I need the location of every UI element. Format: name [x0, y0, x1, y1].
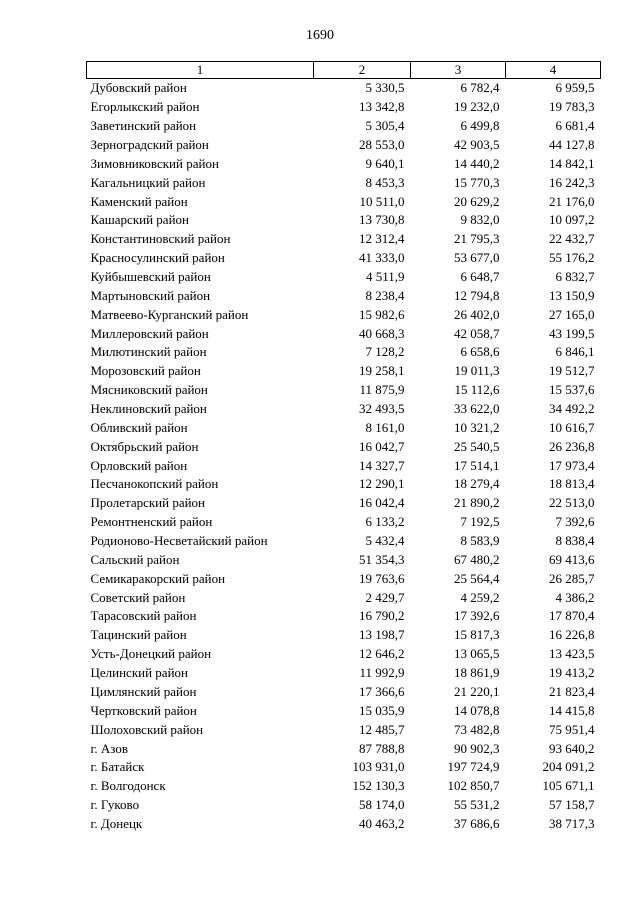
- municipality-name: Сальский район: [90, 551, 180, 567]
- table-row: [87, 117, 601, 136]
- value-col-4: 10 616,7: [549, 419, 595, 435]
- value-col-3: 21 890,2: [454, 495, 500, 511]
- table-row: [87, 815, 601, 834]
- value-col-3: 14 078,8: [454, 702, 500, 718]
- column-header-3: 3: [411, 62, 506, 79]
- value-col-3: 12 794,8: [454, 287, 500, 303]
- value-col-3: 15 770,3: [454, 174, 500, 190]
- value-col-3: 21 795,3: [454, 231, 500, 247]
- municipality-name: Зимовниковский район: [90, 155, 219, 171]
- value-col-4: 204 091,2: [542, 759, 595, 775]
- value-col-2: 5 305,4: [365, 118, 405, 134]
- value-col-3: 197 724,9: [447, 759, 500, 775]
- value-col-2: 58 174,0: [359, 797, 405, 813]
- value-col-4: 75 951,4: [549, 721, 595, 737]
- value-col-4: 8 838,4: [555, 533, 595, 549]
- value-col-3: 15 112,6: [454, 382, 500, 398]
- municipality-name: Октябрьский район: [90, 438, 199, 454]
- value-col-4: 69 413,6: [549, 551, 595, 567]
- value-col-2: 8 161,0: [365, 419, 405, 435]
- table-row: [87, 211, 601, 230]
- value-col-2: 16 042,4: [359, 495, 405, 511]
- value-col-2: 7 128,2: [365, 344, 405, 360]
- table-row: [87, 305, 601, 324]
- municipality-name: Матвеево-Курганский район: [90, 306, 249, 322]
- municipality-name: Мартыновский район: [90, 287, 211, 303]
- value-col-4: 16 242,3: [549, 174, 595, 190]
- page-number: 1690: [306, 28, 334, 43]
- value-col-4: 38 717,3: [549, 815, 595, 831]
- table-body: [87, 79, 601, 834]
- value-col-3: 55 531,2: [454, 797, 500, 813]
- table-row: [87, 588, 601, 607]
- value-col-2: 4 511,9: [365, 269, 405, 285]
- value-col-4: 16 226,8: [549, 627, 595, 643]
- value-col-2: 152 130,3: [352, 778, 405, 794]
- value-col-3: 6 499,8: [460, 118, 500, 134]
- value-col-3: 25 540,5: [454, 438, 500, 454]
- value-col-4: 19 783,3: [549, 99, 595, 115]
- value-col-4: 93 640,2: [549, 740, 595, 756]
- value-col-2: 15 982,6: [359, 306, 405, 322]
- value-col-3: 102 850,7: [447, 778, 500, 794]
- value-col-2: 11 992,9: [359, 665, 405, 681]
- value-col-2: 2 429,7: [365, 589, 405, 605]
- value-col-4: 22 513,0: [549, 495, 595, 511]
- table-row: [87, 381, 601, 400]
- table-row: [87, 268, 601, 287]
- value-col-3: 18 861,9: [454, 665, 500, 681]
- value-col-2: 13 730,8: [359, 212, 405, 228]
- table-row: [87, 286, 601, 305]
- value-col-3: 67 480,2: [454, 551, 500, 567]
- table-row: [87, 324, 601, 343]
- municipality-name: Милютинский район: [90, 344, 207, 360]
- municipality-name: Неклиновский район: [90, 401, 207, 417]
- value-col-4: 15 537,6: [549, 382, 595, 398]
- value-col-3: 6 658,6: [460, 344, 500, 360]
- municipality-name: г. Азов: [90, 740, 128, 756]
- value-col-2: 13 342,8: [359, 99, 405, 115]
- table-row: [87, 513, 601, 532]
- municipality-name: Кашарский район: [90, 212, 189, 228]
- column-header-1: 1: [87, 62, 314, 79]
- value-col-4: 18 813,4: [549, 476, 595, 492]
- value-col-4: 13 423,5: [549, 646, 595, 662]
- column-header-4: 4: [506, 62, 601, 79]
- value-col-3: 15 817,3: [454, 627, 500, 643]
- value-col-2: 41 333,0: [359, 250, 405, 266]
- municipality-name: г. Волгодонск: [90, 778, 166, 794]
- municipality-name: г. Донецк: [90, 815, 143, 831]
- value-col-2: 19 763,6: [359, 570, 405, 586]
- municipality-name: Каменский район: [90, 193, 188, 209]
- value-col-3: 90 902,3: [454, 740, 500, 756]
- value-col-4: 13 150,9: [549, 287, 595, 303]
- value-col-2: 5 330,5: [365, 80, 405, 96]
- table-row: [87, 664, 601, 683]
- value-col-2: 19 258,1: [359, 363, 405, 379]
- municipality-name: г. Батайск: [90, 759, 145, 775]
- municipality-name: Тацинский район: [90, 627, 187, 643]
- municipality-name: Семикаракорский район: [90, 570, 226, 586]
- value-col-4: 44 127,8: [549, 137, 595, 152]
- value-col-2: 10 511,0: [359, 193, 405, 209]
- value-col-2: 40 463,2: [359, 815, 405, 831]
- value-col-2: 17 366,6: [359, 683, 405, 699]
- table-row: [87, 758, 601, 777]
- value-col-3: 14 440,2: [454, 155, 500, 171]
- table-row: [87, 532, 601, 551]
- table-row: [87, 343, 601, 362]
- municipality-name: Егорлыкский район: [90, 99, 200, 115]
- table-row: [87, 475, 601, 494]
- value-col-4: 26 236,8: [549, 438, 595, 454]
- table-header-row: [87, 62, 601, 79]
- table-row: [87, 739, 601, 758]
- municipality-name: Родионово-Несветайский район: [90, 533, 268, 549]
- table-row: [87, 362, 601, 381]
- table-row: [87, 569, 601, 588]
- value-col-2: 51 354,3: [359, 551, 405, 567]
- municipality-name: Красносулинский район: [90, 250, 225, 266]
- municipality-name: Куйбышевский район: [90, 269, 211, 285]
- table-row: [87, 701, 601, 720]
- municipality-name: Орловский район: [90, 457, 188, 473]
- municipality-name: Заветинский район: [90, 118, 197, 134]
- value-col-2: 15 035,9: [359, 702, 405, 718]
- table-row: [87, 645, 601, 664]
- value-col-4: 21 176,0: [549, 193, 595, 209]
- value-col-3: 19 232,0: [454, 99, 500, 115]
- municipality-name: Мясниковский район: [90, 382, 208, 398]
- value-col-2: 12 646,2: [359, 646, 405, 662]
- value-col-3: 20 629,2: [454, 193, 500, 209]
- budget-table: [86, 61, 601, 833]
- table-row: [87, 136, 601, 155]
- table-row: [87, 98, 601, 117]
- municipality-name: Шолоховский район: [90, 721, 204, 737]
- value-col-3: 6 782,4: [460, 80, 500, 96]
- value-col-4: 43 199,5: [549, 325, 595, 341]
- value-col-3: 9 832,0: [460, 212, 500, 228]
- value-col-2: 32 493,5: [359, 401, 405, 417]
- municipality-name: Дубовский район: [90, 80, 187, 96]
- table-row: [87, 456, 601, 475]
- table-row: [87, 249, 601, 268]
- value-col-3: 7 192,5: [460, 514, 500, 530]
- value-col-4: 7 392,6: [555, 514, 595, 530]
- value-col-3: 25 564,4: [454, 570, 500, 586]
- table-row: [87, 400, 601, 419]
- value-col-3: 19 011,3: [454, 363, 500, 379]
- value-col-2: 13 198,7: [359, 627, 405, 643]
- value-col-4: 6 846,1: [555, 344, 595, 360]
- table-row: [87, 418, 601, 437]
- table-row: [87, 437, 601, 456]
- value-col-3: 73 482,8: [454, 721, 500, 737]
- value-col-2: 11 875,9: [359, 382, 405, 398]
- table-row: [87, 79, 601, 98]
- value-col-2: 87 788,8: [359, 740, 405, 756]
- value-col-2: 40 668,3: [359, 325, 405, 341]
- municipality-name: Пролетарский район: [90, 495, 206, 511]
- value-col-3: 37 686,6: [454, 815, 500, 831]
- value-col-4: 22 432,7: [549, 231, 595, 247]
- value-col-3: 21 220,1: [454, 683, 500, 699]
- value-col-2: 12 290,1: [359, 476, 405, 492]
- value-col-3: 10 321,2: [454, 419, 500, 435]
- municipality-name: Миллеровский район: [90, 325, 209, 341]
- value-col-2: 28 553,0: [359, 137, 405, 152]
- value-col-4: 19 512,7: [549, 363, 595, 379]
- value-col-2: 12 485,7: [359, 721, 405, 737]
- value-col-4: 14 842,1: [549, 155, 595, 171]
- table-row: [87, 494, 601, 513]
- value-col-4: 34 492,2: [549, 401, 595, 417]
- table-row: [87, 607, 601, 626]
- value-col-4: 17 870,4: [549, 608, 595, 624]
- municipality-name: Зерноградский район: [90, 137, 209, 152]
- municipality-name: Тарасовский район: [90, 608, 197, 624]
- value-col-4: 6 681,4: [555, 118, 595, 134]
- value-col-3: 18 279,4: [454, 476, 500, 492]
- value-col-3: 42 058,7: [454, 325, 500, 341]
- table-row: [87, 192, 601, 211]
- municipality-name: Кагальницкий район: [90, 174, 206, 190]
- municipality-name: Обливский район: [90, 419, 188, 435]
- value-col-4: 14 415,8: [549, 702, 595, 718]
- value-col-4: 6 832,7: [555, 269, 595, 285]
- value-col-4: 6 959,5: [555, 80, 595, 96]
- value-col-2: 6 133,2: [365, 514, 405, 530]
- value-col-2: 8 238,4: [365, 287, 405, 303]
- table-row: [87, 683, 601, 702]
- value-col-3: 26 402,0: [454, 306, 500, 322]
- value-col-2: 103 931,0: [352, 759, 405, 775]
- table-row: [87, 777, 601, 796]
- municipality-name: Константиновский район: [90, 231, 231, 247]
- value-col-4: 105 671,1: [542, 778, 595, 794]
- value-col-3: 33 622,0: [454, 401, 500, 417]
- value-col-2: 16 790,2: [359, 608, 405, 624]
- table-row: [87, 173, 601, 192]
- value-col-4: 55 176,2: [549, 250, 595, 266]
- value-col-3: 13 065,5: [454, 646, 500, 662]
- value-col-2: 5 432,4: [365, 533, 405, 549]
- value-col-4: 19 413,2: [549, 665, 595, 681]
- value-col-2: 14 327,7: [359, 457, 405, 473]
- municipality-name: Цимлянский район: [90, 683, 197, 699]
- value-col-2: 12 312,4: [359, 231, 405, 247]
- municipality-name: Песчанокопский район: [90, 476, 219, 492]
- table-row: [87, 230, 601, 249]
- value-col-4: 17 973,4: [549, 457, 595, 473]
- municipality-name: Советский район: [90, 589, 186, 605]
- table-row: [87, 550, 601, 569]
- value-col-3: 17 392,6: [454, 608, 500, 624]
- value-col-3: 8 583,9: [460, 533, 500, 549]
- municipality-name: г. Гуково: [90, 797, 140, 813]
- value-col-4: 21 823,4: [549, 683, 595, 699]
- table-row: [87, 796, 601, 815]
- column-header-2: 2: [314, 62, 411, 79]
- value-col-3: 53 677,0: [454, 250, 500, 266]
- table-row: [87, 154, 601, 173]
- value-col-2: 9 640,1: [365, 155, 405, 171]
- value-col-3: 6 648,7: [460, 269, 500, 285]
- municipality-name: Ремонтненский район: [90, 514, 213, 530]
- municipality-name: Усть-Донецкий район: [90, 646, 212, 662]
- value-col-3: 17 514,1: [454, 457, 500, 473]
- value-col-4: 26 285,7: [549, 570, 595, 586]
- value-col-2: 8 453,3: [365, 174, 405, 190]
- value-col-4: 10 097,2: [549, 212, 595, 228]
- municipality-name: Целинский район: [90, 665, 188, 681]
- value-col-4: 57 158,7: [549, 797, 595, 813]
- municipality-name: Чертковский район: [90, 702, 197, 718]
- value-col-2: 16 042,7: [359, 438, 405, 454]
- value-col-4: 27 165,0: [549, 306, 595, 322]
- table-row: [87, 626, 601, 645]
- value-col-3: 42 903,5: [454, 137, 500, 152]
- table-row: [87, 720, 601, 739]
- value-col-4: 4 386,2: [555, 589, 595, 605]
- municipality-name: Морозовский район: [90, 363, 201, 379]
- value-col-3: 4 259,2: [460, 589, 500, 605]
